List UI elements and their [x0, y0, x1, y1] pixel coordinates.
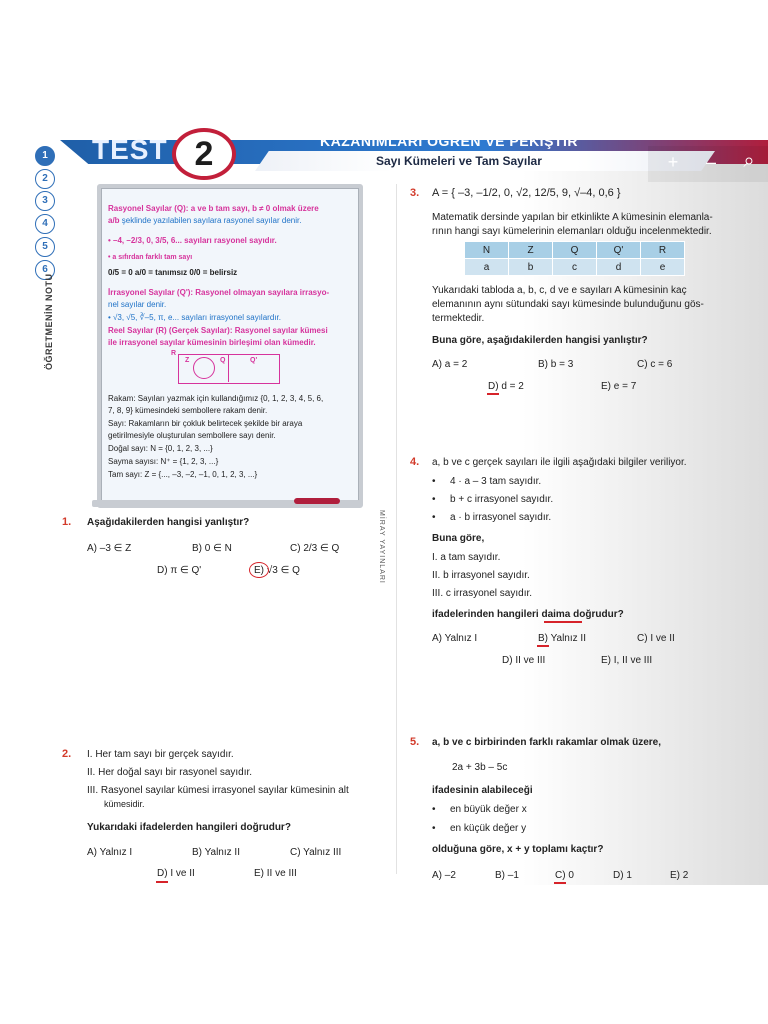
answer-option[interactable]: C) c = 6 — [637, 359, 673, 370]
board-line: Rakam: Sayıları yazmak için kullandığımız {0, 1, 2, 3, 4, 5, 6, — [108, 394, 324, 403]
question-stem: Aşağıdakilerden hangisi yanlıştır? — [87, 517, 250, 528]
board-line: İrrasyonel Sayılar (Q'): Rasyonel olmayan sayılara irrasyo- — [108, 288, 330, 297]
search-icon[interactable]: ⌕ — [743, 150, 755, 172]
question-intro: a, b ve c birbirinden farklı rakamlar olmak üzere, — [432, 737, 661, 748]
answer-option[interactable]: B) Yalnız II — [538, 633, 586, 644]
table-header-cell: R — [641, 242, 685, 259]
answer-option[interactable]: D) d = 2 — [488, 381, 524, 392]
paragraph: rının hangi sayı kümelerinin elemanları olduğu incelenmektedir. — [432, 226, 712, 237]
answer-option[interactable]: A) Yalnız I — [87, 847, 133, 858]
test-number-badge: 2 — [172, 128, 236, 180]
answer-option[interactable]: A) Yalnız I — [432, 633, 478, 644]
answer-option[interactable]: D) π ∈ Q' — [157, 565, 202, 576]
question-number: 1. — [62, 516, 72, 528]
zoom-toolbar — [648, 146, 768, 182]
answer-mark-underline — [537, 645, 549, 647]
answer-option[interactable]: D) 1 — [613, 870, 632, 881]
answer-option[interactable]: A) –2 — [432, 870, 456, 881]
board-line: Rasyonel Sayılar (Q): a ve b tam sayı, b ≠ 0 olmak üzere — [108, 204, 319, 213]
answer-option[interactable]: C) I ve II — [637, 633, 675, 644]
question-number: 3. — [410, 187, 420, 199]
set-definition: A = { –3, –1/2, 0, √2, 12/5, 9, √–4, 0,6 } — [432, 187, 621, 199]
bullet-dot: • — [432, 512, 436, 523]
table-header-cell: Q — [553, 242, 597, 259]
table-cell: c — [553, 259, 597, 276]
statement: I. Her tam sayı bir gerçek sayıdır. — [87, 749, 234, 760]
answer-option[interactable]: B) Yalnız II — [192, 847, 240, 858]
venn-circle — [193, 357, 215, 379]
answer-mark-underline — [554, 882, 566, 884]
question-stem: Yukarıdaki ifadelerden hangileri doğrudur? — [87, 822, 291, 833]
bullet-item: a · b irrasyonel sayıdır. — [450, 512, 552, 523]
statement: kümesidir. — [104, 799, 145, 809]
zoom-in-button[interactable]: + — [667, 152, 679, 172]
statement: II. b irrasyonel sayıdır. — [432, 570, 530, 581]
board-line: Sayma sayısı: N⁺ = {1, 2, 3, ...} — [108, 457, 219, 466]
statement: I. a tam sayıdır. — [432, 552, 501, 563]
expression: 2a + 3b – 5c — [452, 762, 508, 773]
bullet-dot: • — [432, 804, 436, 815]
bullet-dot: • — [432, 476, 436, 487]
venn-label-z: Z — [185, 357, 190, 364]
bullet-item: en büyük değer x — [450, 804, 527, 815]
board-line: Sayı: Rakamların bir çokluk belirtecek şekilde bir araya — [108, 419, 303, 428]
question-stem: Buna göre, aşağıdakilerden hangisi yanlıştır? — [432, 335, 648, 346]
question-number: 2. — [62, 748, 72, 760]
table-header-cell: Z — [509, 242, 553, 259]
answer-option[interactable]: B) b = 3 — [538, 359, 574, 370]
answer-option[interactable]: C) 0 — [555, 870, 574, 881]
bullet-dot: • — [432, 494, 436, 505]
answer-option[interactable]: E) √3 ∈ Q — [254, 565, 300, 576]
answer-option[interactable]: D) I ve II — [157, 868, 195, 879]
page-nav-6[interactable]: 6 — [35, 260, 55, 280]
answer-mark-underline — [156, 881, 168, 883]
table-cell: d — [597, 259, 641, 276]
question-stem: olduğuna göre, x + y toplamı kaçtır? — [432, 844, 604, 855]
publisher-label: MİRAY YAYINLARI — [378, 510, 385, 584]
bullet-item: 4 · a – 3 tam sayıdır. — [450, 476, 542, 487]
statement: III. Rasyonel sayılar kümesi irrasyonel sayılar kümesinin alt — [87, 785, 349, 796]
statement: III. c irrasyonel sayıdır. — [432, 588, 533, 599]
board-line — [108, 216, 301, 226]
answer-option[interactable]: C) 2/3 ∈ Q — [290, 543, 340, 554]
page-nav-3[interactable]: 3 — [35, 191, 55, 211]
answer-option[interactable]: E) I, II ve III — [601, 655, 653, 666]
board-line: ile irrasyonel sayılar kümesinin birleşimi olan kümedir. — [108, 338, 316, 347]
question-number: 5. — [410, 736, 420, 748]
table-cell: a — [465, 259, 509, 276]
teacher-note-label: ÖĞRETMENİN NOTU — [44, 273, 54, 370]
page-nav-4[interactable]: 4 — [35, 214, 55, 234]
table-cell: b — [509, 259, 553, 276]
answer-option[interactable]: B) 0 ∈ N — [192, 543, 232, 554]
unit-title: KAZANIMLARI ÖĞREN VE PEKİŞTİR — [320, 133, 578, 149]
answer-mark-circle — [249, 562, 269, 578]
board-line-text: şeklinde yazılabilen sayılara rasyonel sayılar denir. — [121, 216, 302, 225]
marker-icon — [294, 498, 340, 504]
board-line: Doğal sayı: N = {0, 1, 2, 3, ...} — [108, 444, 213, 453]
answer-option[interactable]: D) II ve III — [502, 655, 546, 666]
question-lead: ifadesinin alabileceği — [432, 785, 533, 796]
table-cell: e — [641, 259, 685, 276]
table-header-cell: N — [465, 242, 509, 259]
bullet-item: en küçük değer y — [450, 823, 527, 834]
board-line: • a sıfırdan farklı tam sayı — [108, 254, 193, 261]
board-line: getirilmesiyle oluşturulan sembollere sayı denir. — [108, 431, 276, 440]
column-divider — [396, 184, 397, 874]
set-table — [464, 241, 685, 276]
answer-option[interactable]: C) Yalnız III — [290, 847, 342, 858]
board-line: 0/5 = 0 a/0 = tanımsız 0/0 = belirsiz — [108, 268, 238, 277]
venn-label-r: R — [171, 350, 177, 357]
paragraph: Yukarıdaki tabloda a, b, c, d ve e sayıları A kümesinin kaç — [432, 285, 687, 296]
paragraph: elemanının aynı sütundaki sayı kümesinde bulunduğunu gös- — [432, 299, 704, 310]
answer-option[interactable]: B) –1 — [495, 870, 519, 881]
paragraph: termektedir. — [432, 313, 485, 324]
answer-option[interactable]: E) II ve III — [254, 868, 297, 879]
answer-option[interactable]: E) 2 — [670, 870, 689, 881]
board-line: • √3, √5, ∛–5, π, e... sayıları irrasyonel sayılardır. — [108, 313, 281, 322]
question-intro: a, b ve c gerçek sayıları ile ilgili aşağıdaki bilgiler veriliyor. — [432, 457, 687, 468]
page-nav-5[interactable]: 5 — [35, 237, 55, 257]
answer-option[interactable]: E) e = 7 — [601, 381, 637, 392]
answer-mark-underline — [487, 393, 499, 395]
board-line: nel sayılar denir. — [108, 300, 167, 309]
fraction-text: a/b — [108, 216, 120, 225]
board-line: Reel Sayılar (R) (Gerçek Sayılar): Rasyonel sayılar kümesi — [108, 326, 328, 335]
venn-divider — [228, 354, 229, 382]
venn-label-q-prime: Q' — [250, 357, 258, 364]
statement: II. Her doğal sayı bir rasyonel sayıdır. — [87, 767, 253, 778]
test-title: TEST — [92, 134, 168, 165]
zoom-out-button[interactable]: – — [705, 152, 716, 172]
board-line: • –4, –2/3, 0, 3/5, 6... sayıları rasyonel sayıdır. — [108, 236, 277, 245]
answer-option[interactable]: A) a = 2 — [432, 359, 468, 370]
question-number: 4. — [410, 456, 420, 468]
paragraph: Matematik dersinde yapılan bir etkinlikte A kümesinin elemanla- — [432, 212, 713, 223]
page-subtitle: Sayı Kümeleri ve Tam Sayılar — [376, 154, 542, 168]
question-stem: ifadelerinden hangileri daima doğrudur? — [432, 609, 624, 620]
page-nav-1[interactable]: 1 — [35, 146, 55, 166]
venn-label-q: Q — [220, 357, 226, 364]
bullet-dot: • — [432, 823, 436, 834]
answer-option[interactable]: A) –3 ∈ Z — [87, 543, 132, 554]
question-lead: Buna göre, — [432, 533, 485, 544]
bullet-item: b + c irrasyonel sayıdır. — [450, 494, 554, 505]
board-line: 7, 8, 9} kümesindeki sembollere rakam denir. — [108, 406, 268, 415]
page-nav-2[interactable]: 2 — [35, 169, 55, 189]
emphasis-underline — [544, 621, 582, 623]
table-header-cell: Q' — [597, 242, 641, 259]
board-line: Tam sayı: Z = {..., –3, –2, –1, 0, 1, 2, 3, ...} — [108, 470, 258, 479]
